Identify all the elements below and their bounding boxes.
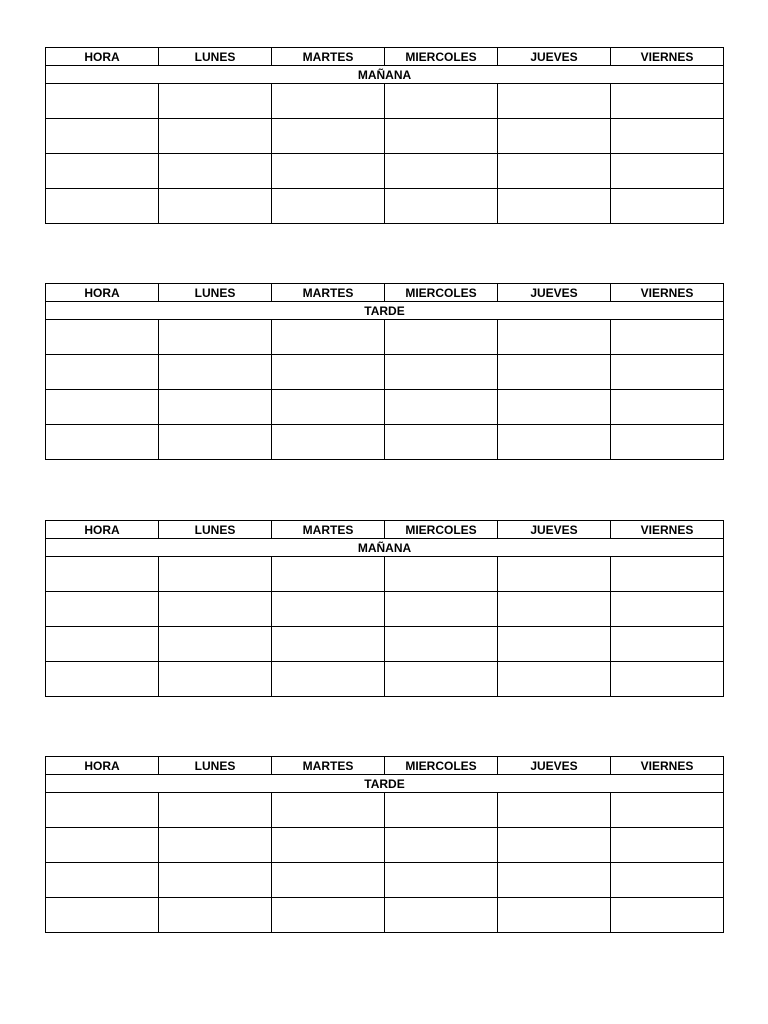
empty-cell-hora xyxy=(46,592,159,627)
empty-cell-jueves xyxy=(498,592,611,627)
empty-cell-viernes xyxy=(611,898,724,933)
empty-cell-lunes xyxy=(159,627,272,662)
empty-cell-viernes xyxy=(611,592,724,627)
empty-cell-miercoles xyxy=(385,189,498,224)
schedule-table xyxy=(45,756,724,933)
table-row xyxy=(46,320,724,355)
empty-cell-lunes xyxy=(159,793,272,828)
header-row xyxy=(46,284,724,302)
table-row xyxy=(46,898,724,933)
period-row xyxy=(46,66,724,84)
empty-cell-jueves xyxy=(498,863,611,898)
column-header-viernes: VIERNES xyxy=(611,48,724,66)
empty-cell-viernes xyxy=(611,828,724,863)
empty-cell-jueves xyxy=(498,119,611,154)
empty-cell-martes xyxy=(272,557,385,592)
table-row xyxy=(46,154,724,189)
empty-cell-miercoles xyxy=(385,557,498,592)
empty-cell-viernes xyxy=(611,189,724,224)
empty-cell-lunes xyxy=(159,425,272,460)
empty-cell-martes xyxy=(272,355,385,390)
empty-cell-lunes xyxy=(159,189,272,224)
empty-cell-martes xyxy=(272,662,385,697)
empty-cell-hora xyxy=(46,320,159,355)
column-header-viernes: VIERNES xyxy=(611,521,724,539)
empty-cell-martes xyxy=(272,390,385,425)
empty-cell-hora xyxy=(46,355,159,390)
empty-cell-hora xyxy=(46,119,159,154)
header-row xyxy=(46,48,724,66)
empty-cell-miercoles xyxy=(385,119,498,154)
empty-cell-martes xyxy=(272,863,385,898)
table-row xyxy=(46,557,724,592)
table-row xyxy=(46,828,724,863)
column-header-martes: MARTES xyxy=(272,284,385,302)
empty-cell-hora xyxy=(46,863,159,898)
column-header-martes: MARTES xyxy=(272,48,385,66)
empty-cell-lunes xyxy=(159,84,272,119)
empty-cell-viernes xyxy=(611,863,724,898)
period-label: MAÑANA xyxy=(46,539,724,557)
column-header-martes: MARTES xyxy=(272,757,385,775)
empty-cell-miercoles xyxy=(385,662,498,697)
empty-cell-martes xyxy=(272,627,385,662)
empty-cell-hora xyxy=(46,793,159,828)
column-header-miercoles: MIERCOLES xyxy=(385,284,498,302)
period-row xyxy=(46,775,724,793)
empty-cell-miercoles xyxy=(385,84,498,119)
column-header-viernes: VIERNES xyxy=(611,757,724,775)
empty-cell-viernes xyxy=(611,390,724,425)
column-header-jueves: JUEVES xyxy=(498,521,611,539)
empty-cell-miercoles xyxy=(385,320,498,355)
empty-cell-hora xyxy=(46,662,159,697)
empty-cell-lunes xyxy=(159,320,272,355)
period-row xyxy=(46,539,724,557)
empty-cell-martes xyxy=(272,119,385,154)
empty-cell-hora xyxy=(46,627,159,662)
empty-cell-viernes xyxy=(611,320,724,355)
empty-cell-viernes xyxy=(611,355,724,390)
column-header-lunes: LUNES xyxy=(159,757,272,775)
empty-cell-martes xyxy=(272,84,385,119)
empty-cell-martes xyxy=(272,592,385,627)
table-row xyxy=(46,863,724,898)
empty-cell-jueves xyxy=(498,898,611,933)
period-label: MAÑANA xyxy=(46,66,724,84)
column-header-jueves: JUEVES xyxy=(498,48,611,66)
empty-cell-lunes xyxy=(159,355,272,390)
empty-cell-jueves xyxy=(498,425,611,460)
column-header-miercoles: MIERCOLES xyxy=(385,521,498,539)
column-header-hora: HORA xyxy=(46,284,159,302)
empty-cell-martes xyxy=(272,154,385,189)
period-label: TARDE xyxy=(46,775,724,793)
empty-cell-jueves xyxy=(498,793,611,828)
table-row xyxy=(46,592,724,627)
empty-cell-viernes xyxy=(611,662,724,697)
empty-cell-viernes xyxy=(611,793,724,828)
empty-cell-jueves xyxy=(498,390,611,425)
empty-cell-jueves xyxy=(498,557,611,592)
empty-cell-jueves xyxy=(498,320,611,355)
column-header-viernes: VIERNES xyxy=(611,284,724,302)
column-header-miercoles: MIERCOLES xyxy=(385,757,498,775)
table-row xyxy=(46,662,724,697)
empty-cell-miercoles xyxy=(385,898,498,933)
column-header-lunes: LUNES xyxy=(159,48,272,66)
empty-cell-viernes xyxy=(611,84,724,119)
empty-cell-viernes xyxy=(611,119,724,154)
empty-cell-miercoles xyxy=(385,355,498,390)
empty-cell-miercoles xyxy=(385,592,498,627)
empty-cell-jueves xyxy=(498,84,611,119)
empty-cell-martes xyxy=(272,898,385,933)
empty-cell-lunes xyxy=(159,154,272,189)
empty-cell-viernes xyxy=(611,557,724,592)
schedule-table xyxy=(45,47,724,224)
empty-cell-hora xyxy=(46,898,159,933)
empty-cell-hora xyxy=(46,425,159,460)
schedule-table xyxy=(45,283,724,460)
empty-cell-hora xyxy=(46,84,159,119)
empty-cell-jueves xyxy=(498,828,611,863)
period-label: TARDE xyxy=(46,302,724,320)
column-header-hora: HORA xyxy=(46,521,159,539)
empty-cell-martes xyxy=(272,793,385,828)
empty-cell-jueves xyxy=(498,154,611,189)
empty-cell-miercoles xyxy=(385,627,498,662)
column-header-lunes: LUNES xyxy=(159,521,272,539)
empty-cell-miercoles xyxy=(385,425,498,460)
empty-cell-jueves xyxy=(498,355,611,390)
table-row xyxy=(46,119,724,154)
empty-cell-lunes xyxy=(159,119,272,154)
empty-cell-miercoles xyxy=(385,154,498,189)
empty-cell-miercoles xyxy=(385,863,498,898)
table-row xyxy=(46,425,724,460)
empty-cell-martes xyxy=(272,189,385,224)
period-row xyxy=(46,302,724,320)
empty-cell-hora xyxy=(46,390,159,425)
empty-cell-hora xyxy=(46,557,159,592)
empty-cell-viernes xyxy=(611,627,724,662)
empty-cell-martes xyxy=(272,425,385,460)
table-row xyxy=(46,84,724,119)
table-row xyxy=(46,627,724,662)
empty-cell-martes xyxy=(272,320,385,355)
column-header-hora: HORA xyxy=(46,48,159,66)
empty-cell-lunes xyxy=(159,863,272,898)
empty-cell-lunes xyxy=(159,592,272,627)
column-header-lunes: LUNES xyxy=(159,284,272,302)
empty-cell-jueves xyxy=(498,189,611,224)
empty-cell-viernes xyxy=(611,154,724,189)
empty-cell-jueves xyxy=(498,662,611,697)
empty-cell-lunes xyxy=(159,557,272,592)
empty-cell-lunes xyxy=(159,828,272,863)
column-header-miercoles: MIERCOLES xyxy=(385,48,498,66)
header-row xyxy=(46,521,724,539)
empty-cell-miercoles xyxy=(385,390,498,425)
empty-cell-miercoles xyxy=(385,828,498,863)
empty-cell-viernes xyxy=(611,425,724,460)
empty-cell-hora xyxy=(46,189,159,224)
column-header-jueves: JUEVES xyxy=(498,284,611,302)
column-header-jueves: JUEVES xyxy=(498,757,611,775)
empty-cell-hora xyxy=(46,154,159,189)
empty-cell-lunes xyxy=(159,390,272,425)
table-row xyxy=(46,189,724,224)
schedule-table xyxy=(45,520,724,697)
column-header-hora: HORA xyxy=(46,757,159,775)
empty-cell-lunes xyxy=(159,898,272,933)
table-row xyxy=(46,355,724,390)
empty-cell-lunes xyxy=(159,662,272,697)
column-header-martes: MARTES xyxy=(272,521,385,539)
header-row xyxy=(46,757,724,775)
empty-cell-martes xyxy=(272,828,385,863)
empty-cell-jueves xyxy=(498,627,611,662)
table-row xyxy=(46,390,724,425)
table-row xyxy=(46,793,724,828)
empty-cell-miercoles xyxy=(385,793,498,828)
empty-cell-hora xyxy=(46,828,159,863)
